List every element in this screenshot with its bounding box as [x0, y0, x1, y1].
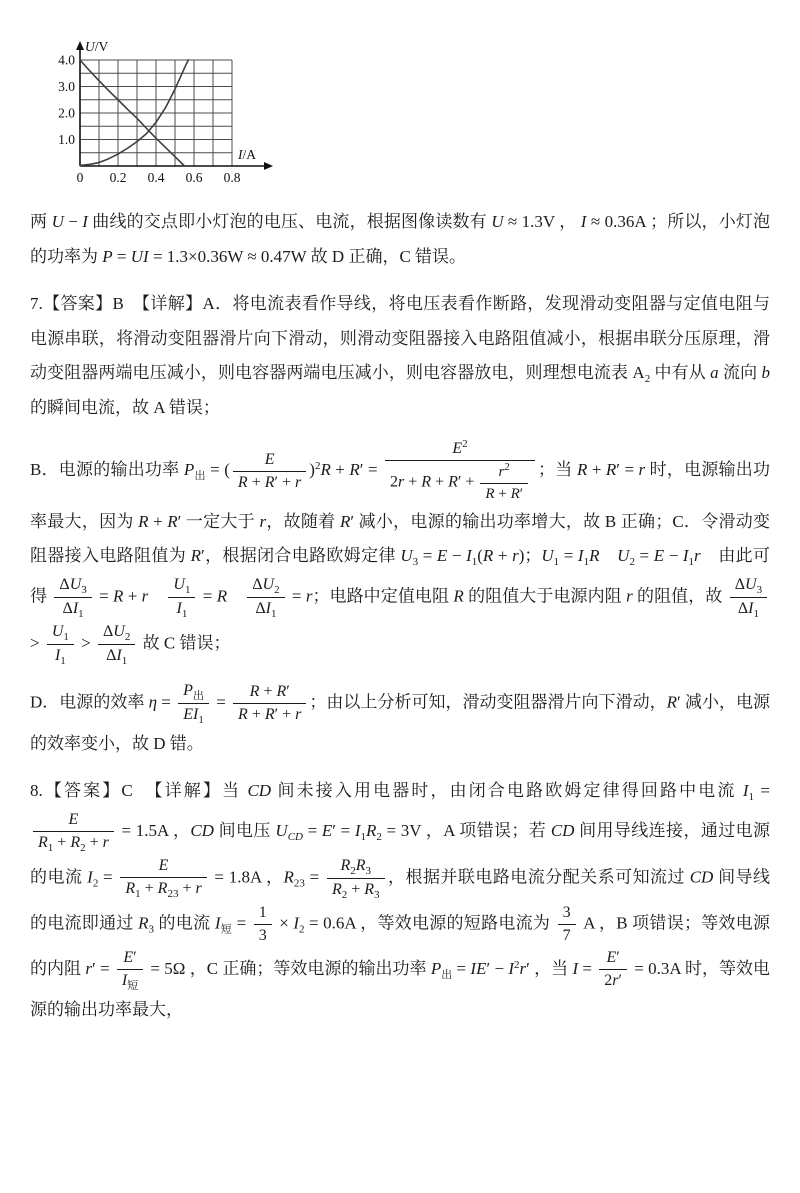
svg-text:U/V: U/V [85, 39, 109, 54]
svg-text:2.0: 2.0 [58, 105, 75, 121]
svg-text:3.0: 3.0 [58, 79, 75, 94]
q7-answer-option-a-paragraph: 7.【答案】B 【详解】A．将电流表看作导线，将电压表看作断路，发现滑动变阻器与定值电阻与电源串联，将滑动变阻器滑片向下滑动，则滑动变阻器接入电路阻值减小，根据串联分压原理，滑动变阻器两端电压减小，则电容器两端电压减小，则电容器放电，则理想电流表 $A_2$ 中有从 a 流向 b 的瞬间电流，故 A 错误； [30, 293, 771, 418]
svg-text:0.6: 0.6 [185, 170, 203, 185]
q7-options-b-c-paragraph: B．电源的输出功率 $P_出$ = ( $\frac{E}{R + R' + r}$ )$^2$R + R′ = $E^2$ 2r + R + R′ + $\frac{r^2}{R + R'}$ ；当 R + R′ = r 时，电源输出功率最大，因为 R + R′ 一定大于 r，故随着 R′ 减小，电源的输出功率增大，故 B 正确；C．令滑动变阻器接入电路阻值为 R′，根据闭合电路欧姆定律 $U_3 = E - I_1(R + r)$；$U_1 = I_1R$ $U_2 = E - I_1r$ 由此可得 $\frac{\Delta U_3}{\Delta I_1}$ = R + r $\frac{U_1}{I_1}$ = R $\frac{\Delta U_2}{\Delta I_1}$ = r；电路中定值电阻 R 的阻值大于电源内阻 r 的阻值，故 $\frac{\Delta U_3}{\Delta I_1}$ > $\frac{U_1}{I_1}$ > $\frac{\Delta U_2}{\Delta I_1}$ 故 C 错误； [30, 438, 771, 668]
ui-characteristic-graph-svg [48, 38, 288, 190]
svg-text:0.8: 0.8 [223, 170, 241, 185]
svg-text:0.2: 0.2 [109, 170, 127, 185]
ui-characteristic-graph [48, 38, 770, 195]
q7-option-d-paragraph: D．电源的效率 η = $\frac{P_出}{EI_1}$ = $\frac{R + R'}{R + R' + r}$ ；由以上分析可知，滑动变阻器滑片向下滑动，R′ 减小，电源的效率变小，故 D 错。 [30, 682, 771, 754]
svg-text:0: 0 [76, 170, 84, 185]
svg-text:1.0: 1.0 [58, 132, 75, 147]
q8-answer-paragraph: 8.【答案】C 【详解】当 CD 间未接入用电器时，由闭合电路欧姆定律得回路中电流 $I_1$ = $\frac{E}{R_1 + R_2 + r}$ = 1.5A ，CD 间电压 $U_{CD} = E' = I_1R_2 = 3V$ ，A 项错误；若 CD 间用导线连接，通过电源的电流 $I_2$ = $\frac{E}{R_1 + R_{23} + r}$ = 1.8A ，$R_{23}$ = $\frac{R_2R_3}{R_2 + R_3}$ ，根据并联电路电流分配关系可知流过 CD 间导线的电流即通过 $R_3$ 的电流 $I_短$ = $\frac{1}{3}$ × $I_2 = 0.6A$ ，等效电源的短路电流为 $\frac{3}{7}$ A ，B 项错误；等效电源的内阻 r′ = $\frac{E'}{I_短}$ = 5Ω ，C 正确；等效电源的输出功率 $P_出 = IE' - I^2r'$ ，当 I = $\frac{E'}{2r'}$ = 0.3A 时，等效电源的输出功率最大， [30, 781, 771, 1019]
svg-text:4.0: 4.0 [58, 52, 75, 68]
intro-conclusion-paragraph: 两 U − I 曲线的交点即小灯泡的电压、电流，根据图像读数有 U ≈ 1.3V ， I ≈ 0.36A ；所以，小灯泡的功率为 P = UI = 1.3×0.36W ≈ 0.47W 故 D 正确，C 错误。 [30, 212, 771, 266]
svg-text:I/A: I/A [238, 147, 256, 162]
svg-text:0.4: 0.4 [147, 170, 165, 185]
